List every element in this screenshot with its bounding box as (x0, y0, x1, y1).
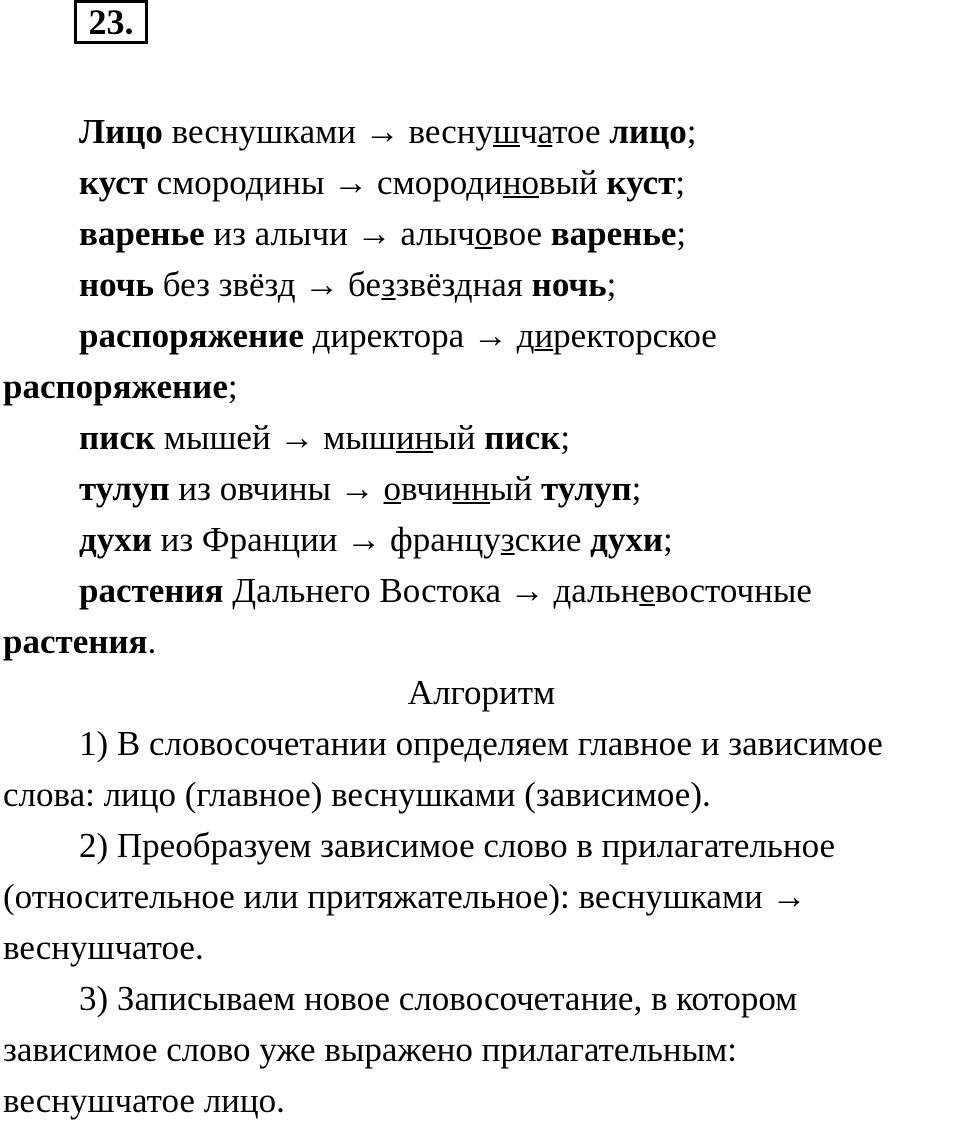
punctuation: ; (631, 469, 642, 508)
derived-adjective: дальневосточные (553, 571, 812, 610)
arrow-icon: → (464, 316, 517, 355)
dependent-words: из овчины (169, 469, 331, 508)
phrase-line (3, 463, 960, 514)
phrase-line (3, 208, 960, 259)
punctuation: ; (675, 163, 686, 202)
phrase-line (3, 310, 960, 361)
main-word-repeat: куст (606, 163, 676, 202)
derived-adjective: директорское (516, 316, 717, 355)
main-word-repeat: распоряжение (3, 367, 228, 406)
punctuation: ; (663, 520, 673, 559)
highlighted-letter: и (534, 316, 554, 355)
phrase-line (3, 157, 960, 208)
algorithm-step-3-line-1: 3) Записываем новое словосочетание, в котором (79, 979, 798, 1018)
main-word-repeat: варенье (550, 214, 677, 253)
main-word: Лицо (79, 112, 163, 151)
task-number: 23. (74, 0, 148, 44)
main-word: растения (79, 571, 224, 610)
highlighted-letter: а (537, 112, 553, 151)
phrase-line (3, 106, 960, 157)
punctuation: ; (560, 418, 571, 457)
punctuation: ; (606, 265, 617, 304)
highlighted-letter: д (454, 265, 473, 304)
dependent-words: директора (303, 316, 465, 355)
phrase-line (3, 514, 960, 565)
algorithm-step-1-line-1: 1) В словосочетании определяем главное и зависимое (79, 724, 883, 763)
main-word: духи (79, 520, 152, 559)
dependent-words: веснушками (162, 112, 357, 151)
algorithm-step-3-line-3: веснушчатое лицо. (3, 1081, 285, 1120)
derived-adjective: алычовое (400, 214, 543, 253)
highlighted-letter: о (521, 163, 539, 202)
arrow-icon: → (337, 520, 391, 559)
algorithm-step-2-line-1: 2) Преобразуем зависимое слово в прилагательное (79, 826, 836, 865)
algorithm-step-3-line-2: зависимое слово уже выражено прилагательным: (3, 1030, 737, 1069)
main-word: писк (79, 418, 156, 457)
dependent-words: из алычи (204, 214, 348, 253)
arrow-icon: → (331, 469, 384, 508)
main-word: куст (79, 163, 148, 202)
algorithm-step-2-line-3: веснушчатое. (3, 928, 204, 967)
punctuation: ; (676, 214, 687, 253)
punctuation: ; (227, 367, 238, 406)
dependent-words: Дальнего Востока (223, 571, 501, 610)
highlighted-letter: ин (395, 418, 434, 457)
dependent-words: без звёзд (154, 265, 296, 304)
phrase-line-continued (3, 616, 960, 667)
highlighted-letter: нн (452, 469, 490, 508)
highlighted-letter: о (474, 214, 493, 253)
derived-adjective: смородиновый (377, 163, 598, 202)
phrase-line (3, 412, 960, 463)
punctuation: ; (686, 112, 697, 151)
document-body (3, 106, 960, 1126)
main-word: ночь (79, 265, 155, 304)
arrow-icon: → (295, 265, 349, 304)
highlighted-letter: ш (493, 112, 520, 151)
arrow-icon: → (501, 571, 554, 610)
main-word-repeat: духи (590, 520, 663, 559)
main-word-repeat: тулуп (541, 469, 632, 508)
highlighted-letter: о (383, 469, 401, 508)
arrow-icon: → (324, 163, 378, 202)
phrase-line (3, 565, 960, 616)
main-word-repeat: ночь (531, 265, 607, 304)
highlighted-letter: е (639, 571, 655, 610)
algorithm-title: Алгоритм (407, 673, 556, 712)
main-word: варенье (79, 214, 205, 253)
dependent-words: смородины (147, 163, 325, 202)
arrow-icon: → (270, 418, 324, 457)
phrase-list (3, 106, 960, 667)
phrase-line (3, 259, 960, 310)
derived-adjective: овчинный (383, 469, 533, 508)
phrase-line-continued (3, 361, 960, 412)
main-word-repeat: лицо (609, 112, 687, 151)
arrow-icon: → (356, 112, 409, 151)
derived-adjective: беззвёздная (348, 265, 523, 304)
punctuation: . (147, 622, 157, 661)
arrow-icon: → (347, 214, 401, 253)
dependent-words: из Франции (151, 520, 338, 559)
highlighted-letter: н (502, 163, 522, 202)
highlighted-letter: з (381, 265, 396, 304)
highlighted-letter: з (500, 520, 515, 559)
main-word: тулуп (79, 469, 170, 508)
derived-adjective: мышиный (323, 418, 476, 457)
main-word: распоряжение (79, 316, 304, 355)
derived-adjective: веснушчатое (408, 112, 601, 151)
algorithm-step-1-line-2: слова: лицо (главное) веснушками (зависимое). (3, 775, 711, 814)
algorithm-step-2-line-2: (относительное или притяжательное): веснушками → (3, 877, 807, 916)
main-word-repeat: растения (3, 622, 148, 661)
main-word-repeat: писк (484, 418, 561, 457)
derived-adjective: французские (390, 520, 582, 559)
dependent-words: мышей (155, 418, 271, 457)
